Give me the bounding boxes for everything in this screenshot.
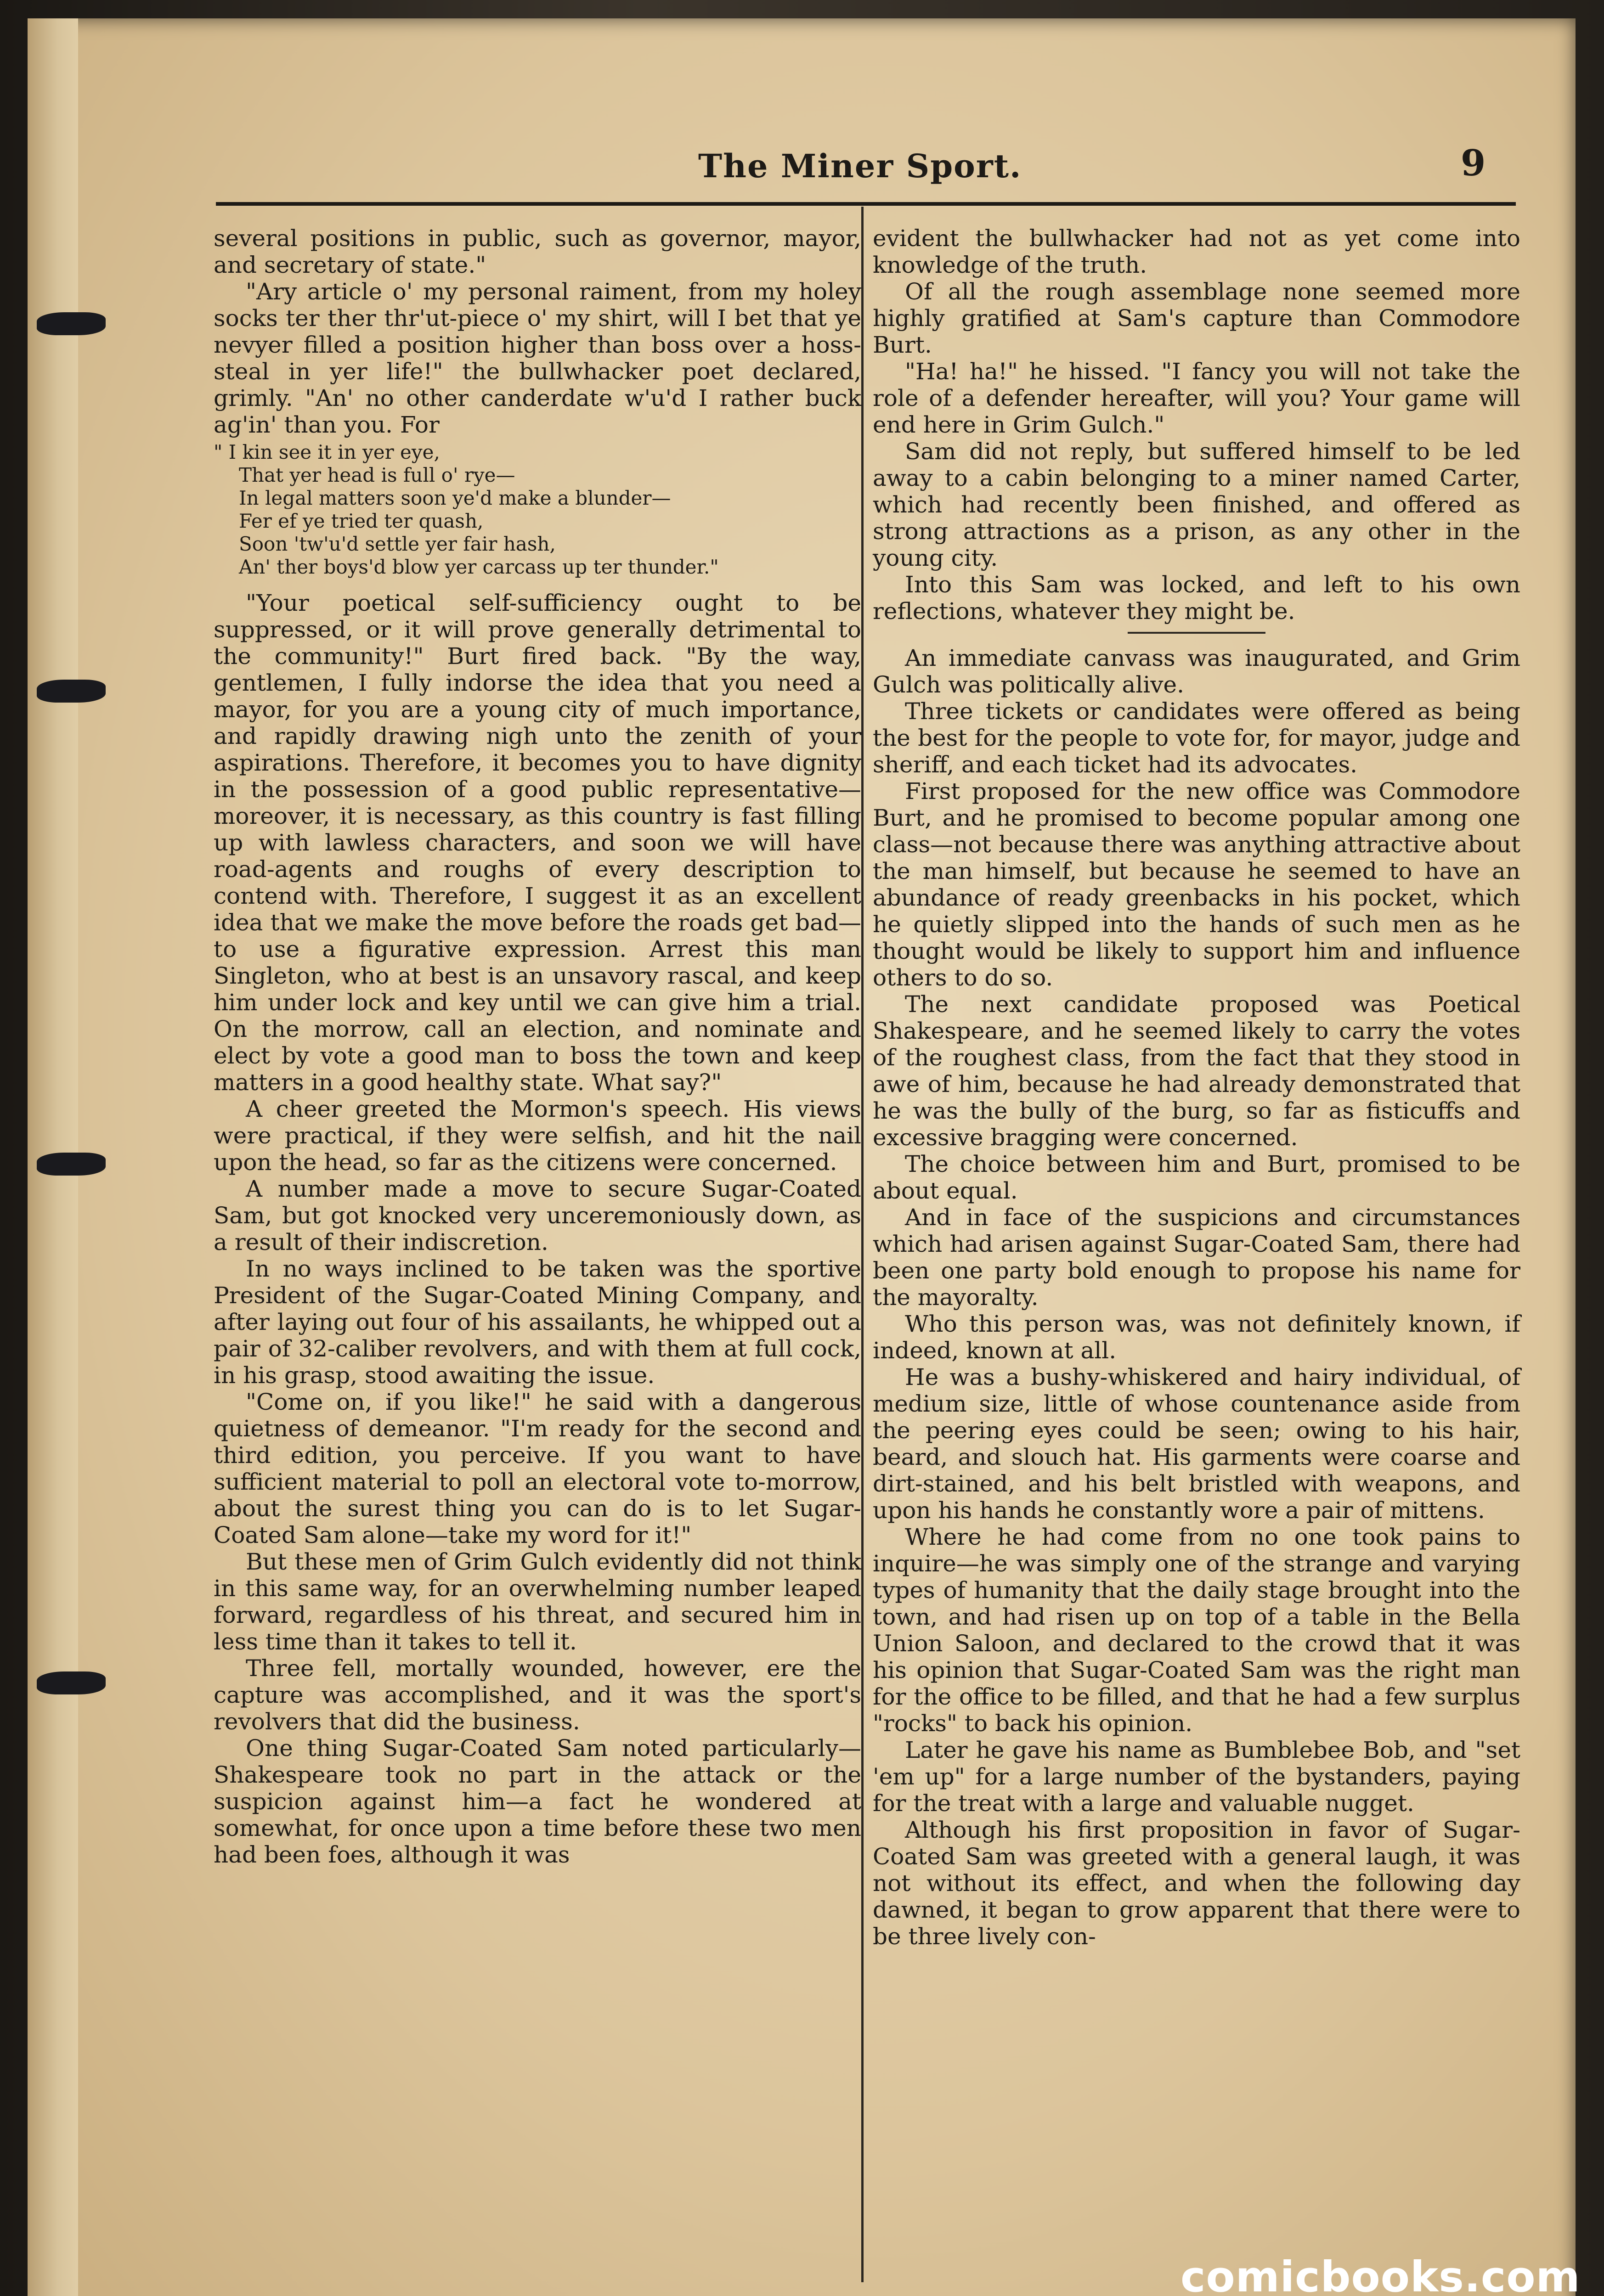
verse-line: " I kin see it in yer eye, xyxy=(214,441,440,463)
paragraph: "Ha! ha!" he hissed. "I fancy you will not take the role of a defender hereafter, will you? Your game will end here in Grim Gulch." xyxy=(873,358,1520,438)
paragraph: In no ways inclined to be taken was the sportive President of the Sugar-Coated Mining Company, and after laying out four of his assailants, he whipped out a pair of 32-caliber revolvers, and with them at full cock, in his grasp, stood awaiting the issue. xyxy=(214,1255,861,1389)
paragraph: Of all the rough assemblage none seemed more highly gratified at Sam's capture than Commodore Burt. xyxy=(873,278,1520,358)
verse-line: In legal matters soon ye'd make a blunder— xyxy=(239,487,671,509)
right-column xyxy=(873,225,1520,1950)
paragraph: He was a bushy-whiskered and hairy individual, of medium size, little of whose countenance aside from the peering eyes could be seen; owing to his hair, beard, and slouch hat. His garments were coarse and dirt-stained, and his belt bristled with weapons, and upon his hands he constantly wore a pair of mittens. xyxy=(873,1364,1520,1524)
paragraph: And in face of the suspicions and circumstances which had arisen against Sugar-Coated Sam, there had been one party bold enough to propose his name for the mayoralty. xyxy=(873,1204,1520,1311)
header-rule xyxy=(216,202,1516,206)
paragraph: Three fell, mortally wounded, however, ere the capture was accomplished, and it was the sport's revolvers that did the business. xyxy=(214,1655,861,1735)
paragraph: Sam did not reply, but suffered himself to be led away to a cabin belonging to a miner named Carter, which had recently been finished, and offered as strong attractions as a prison, as any other in the young city. xyxy=(873,438,1520,571)
running-title: The Miner Sport. xyxy=(698,147,1022,185)
paragraph: A cheer greeted the Mormon's speech. His views were practical, if they were selfish, and hit the nail upon the head, so far as the citizens were concerned. xyxy=(214,1096,861,1176)
site-watermark: comicbooks.com xyxy=(1180,2252,1581,2296)
paragraph: "Your poetical self-sufficiency ought to be suppressed, or it will prove generally detrimental to the community!" Burt fired back. "By the way, gentlemen, I fully indorse the idea that you need a mayor, for you are a young city of much importance, and rapidly drawing nigh unto the zenith of your aspirations. Therefore, it becomes you to have dignity in the possession of a good public representative—moreover, it is necessary, as this country is fast filling up with lawless characters, and soon we will have road-agents and roughs of every description to contend with. Therefore, I suggest it as an excellent idea that we make the move before the roads get bad—to use a figurative expression. Arrest this man Singleton, who at best is an unsavory rascal, and keep him under lock and key until we can give him a trial. On the morrow, call an election, and nominate and elect by vote a good man to boss the town and keep matters in a good healthy state. What say?" xyxy=(214,590,861,1096)
paragraph: But these men of Grim Gulch evidently did not think in this same way, for an overwhelming number leaped forward, regardless of his threat, and secured him in less time than it takes to tell it. xyxy=(214,1548,861,1655)
verse-block xyxy=(214,441,861,579)
paragraph: Where he had come from no one took pains to inquire—he was simply one of the strange and varying types of humanity that the daily stage brought into the town, and had risen up on top of a table in the Bella Union Saloon, and declared to the crowd that it was his opinion that Sugar-Coated Sam was the right man for the office to be filled, and that he had a few surplus "rocks" to back his opinion. xyxy=(873,1524,1520,1737)
verse-line: Fer ef ye tried ter quash, xyxy=(239,510,484,532)
paragraph: Who this person was, was not definitely known, if indeed, known at all. xyxy=(873,1311,1520,1364)
paragraph: An immediate canvass was inaugurated, and Grim Gulch was politically alive. xyxy=(873,645,1520,698)
section-divider xyxy=(1128,632,1265,634)
running-header xyxy=(216,138,1502,193)
paragraph: "Ary article o' my personal raiment, from my holey socks ter ther thr'ut-piece o' my shirt, will I bet that ye nevyer filled a position higher than boss over a hoss-steal in yer life!" the bullwhacker poet declared, grimly. "An' no other canderdate w'u'd I rather buck ag'in' than you. For xyxy=(214,278,861,438)
binding-stitch-hole xyxy=(37,680,106,703)
page-number: 9 xyxy=(1461,142,1486,184)
column-divider xyxy=(861,207,864,2282)
verse-line: That yer head is full o' rye— xyxy=(239,464,515,486)
paragraph: Three tickets or candidates were offered as being the best for the people to vote for, for mayor, judge and sheriff, and each ticket had its advocates. xyxy=(873,698,1520,778)
paragraph: The choice between him and Burt, promised to be about equal. xyxy=(873,1151,1520,1204)
paragraph: Later he gave his name as Bumblebee Bob, and "set 'em up" for a large number of the bystanders, paying for the treat with a large and valuable nugget. xyxy=(873,1737,1520,1817)
paragraph: First proposed for the new office was Commodore Burt, and he promised to become popular among one class—not because there was anything attractive about the man himself, but because he seemed to have an abundance of ready greenbacks in his pocket, which he quietly slipped into the hands of such men as he thought would be likely to support him and influence others to do so. xyxy=(873,778,1520,991)
paragraph: "Come on, if you like!" he said with a dangerous quietness of demeanor. "I'm ready for the second and third edition, you perceive. If you want to have sufficient material to poll an electoral vote to-morrow, about the surest thing you can do is to let Sugar-Coated Sam alone—take my word for it!" xyxy=(214,1389,861,1548)
paragraph: several positions in public, such as governor, mayor, and secretary of state." xyxy=(214,225,861,278)
verse-line: Soon 'tw'u'd settle yer fair hash, xyxy=(239,533,556,555)
verse-line: An' ther boys'd blow yer carcass up ter thunder." xyxy=(239,556,719,578)
paragraph: The next candidate proposed was Poetical Shakespeare, and he seemed likely to carry the votes of the roughest class, from the fact that they stood in awe of him, because he had already demonstrated that he was the bully of the burg, so far as fisticuffs and excessive bragging were concerned. xyxy=(873,991,1520,1151)
paragraph: A number made a move to secure Sugar-Coated Sam, but got knocked very unceremoniously down, as a result of their indiscretion. xyxy=(214,1176,861,1255)
paragraph: Although his first proposition in favor of Sugar-Coated Sam was greeted with a general laugh, it was not without its effect, and when the following day dawned, it began to grow apparent that there were to be three lively con- xyxy=(873,1817,1520,1950)
left-column xyxy=(214,225,861,1868)
binding-stitch-hole xyxy=(37,1671,106,1694)
binding-stitch-hole xyxy=(37,312,106,335)
binding-stitch-hole xyxy=(37,1153,106,1176)
paragraph: One thing Sugar-Coated Sam noted particularly—Shakespeare took no part in the attack or the suspicion against him—a fact he wondered at somewhat, for once upon a time before these two men had been foes, although it was xyxy=(214,1735,861,1868)
paragraph: Into this Sam was locked, and left to his own reflections, whatever they might be. xyxy=(873,571,1520,625)
paragraph: evident the bullwhacker had not as yet come into knowledge of the truth. xyxy=(873,225,1520,278)
